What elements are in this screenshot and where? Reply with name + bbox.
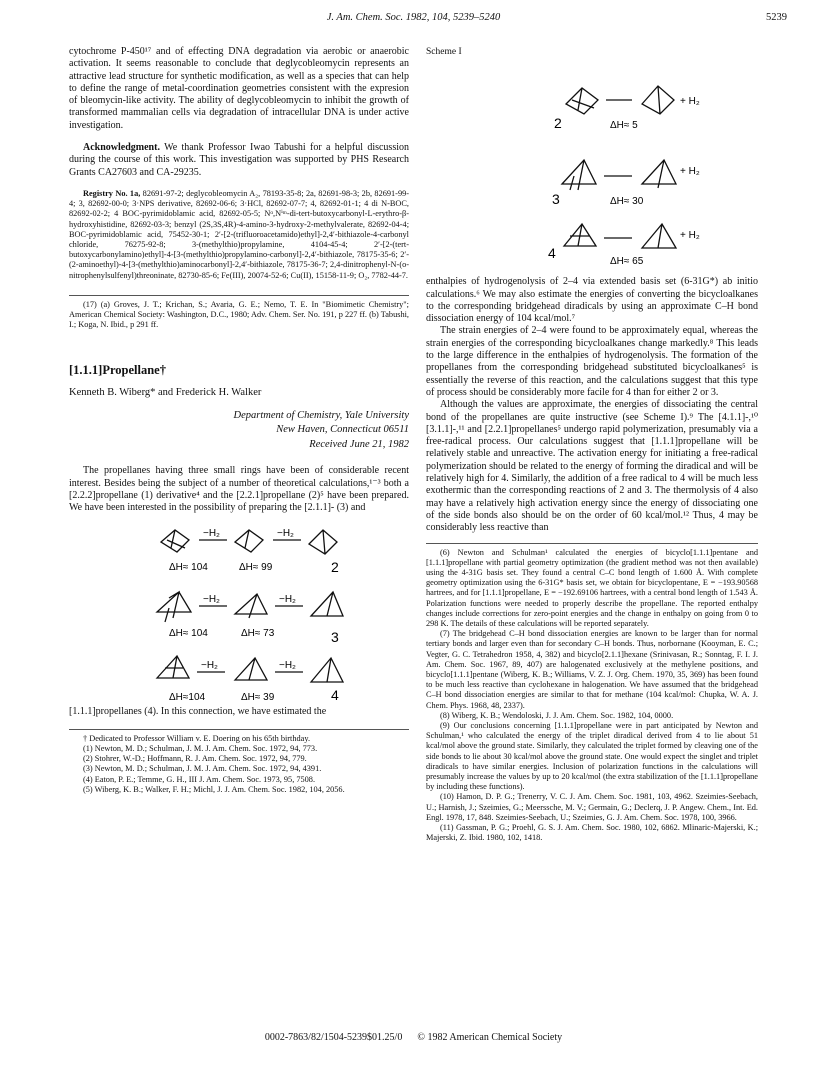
compound-label: 4 (548, 245, 556, 262)
acknowledgment (69, 142, 409, 179)
footnote-dagger: † Dedicated to Professor William v. E. Doering on his 65th birthday. (83, 733, 311, 743)
scheme-step-label: −H₂ (201, 660, 218, 672)
right-paragraph-1: enthalpies of hydrogenolysis of 2–4 via extended basis set (6-31G*) ab initio calculations.⁶ We may also estimate the energies of converting the bicycloalkanes to the corresponding bridgehead diradicals by using an approximate C–H bond dissociation energy of 104 kcal/mol.⁷ (426, 276, 758, 325)
delta-h-value: ΔH≈ 73 (241, 628, 275, 640)
footnote-4: (4) Eaton, P. E.; Temme, G. H., III J. Am. Chem. Soc. 1973, 95, 7508. (83, 774, 316, 784)
scheme-step-label: −H₂ (203, 528, 220, 540)
footnote-rule (69, 729, 409, 730)
page-number: 5239 (766, 12, 787, 23)
affiliation-line-2: New Haven, Connecticut 06511 (276, 424, 409, 435)
delta-h-value: ΔH≈ 104 (169, 562, 208, 574)
footnote-8: (8) Wiberg, K. B.; Wendoloski, J. J. Am. Chem. Soc. 1982, 104, 0000. (440, 710, 674, 720)
received-date: Received June 21, 1982 (309, 439, 409, 450)
compound-label: 3 (552, 191, 560, 208)
plus-h2: + H₂ (680, 230, 700, 242)
page-footer (0, 1032, 827, 1043)
compound-label: 2 (554, 115, 562, 132)
intro-paragraph: cytochrome P-450¹⁷ and of effecting DNA degradation via aerobic or anaerobic activation. It seems reasonable to conclude that deglycobleomycin represents an attractive lead structure for synthetic modification, as well as a species that can help to define the range of metal-coordination geometries consistent with the expresion of bleomycin-like activity. The ability of deglycobleomycin to inhibit the growth of transformed mammalian cells via degradation of intracellular DNA is under active investigation. (69, 46, 409, 131)
right-column (426, 46, 758, 843)
footnote-rule (69, 295, 409, 296)
footnote-6: (6) Newton and Schulman¹ calculated the energies of bicyclo[1.1.1]pentane and [1.1.1]propellane with partial geometry optimization (the gradient method was not then available) using the 4-31G basis set. They found a central C–C bond length of 1.600 Å. With complete geometry optimization using the 6-31G* basis set, we obtain for bicyclopentane, E = −193.90568 hartrees, and for [1.1.1]propellane, E = −192.69106 hartrees, with a central bond length of 1.543 Å. Polarization functions were needed to properly describe the propellane. The reported enthalpy changes include corrections for zero-point energies and the change in enthalpy on going from 0 to 298 K. The details of these calculations will be reported separately. (426, 547, 758, 628)
article-code: 0002-7863/82/1504-5239$01.25/0 (264, 1032, 403, 1043)
plus-h2: + H₂ (680, 166, 700, 178)
body-paragraph-1: The propellanes having three small rings have been of considerable recent interest. Besides being the subject of a number of theoretical calculations,¹⁻³ both a [2.2.2]propellane (1) derivative⁴ and the [2.2.1]propellane (2)⁵ have been prepared. We have been interested in the possibility of preparing the [2.1.1]- (3) and (69, 465, 409, 514)
footnote-5: (5) Wiberg, K. B.; Walker, F. H.; Michl, J. J. Am. Chem. Soc. 1982, 104, 2056. (83, 784, 345, 794)
affiliation-line-1: Department of Chemistry, Yale University (233, 410, 409, 421)
scheme-step-label: −H₂ (203, 594, 220, 606)
scheme-1-row-3 (552, 160, 700, 207)
footnote-rule (426, 543, 758, 544)
hydrogenation-scheme (69, 518, 409, 704)
delta-h-value: ΔH≈ 30 (610, 196, 644, 208)
scheme-row-2 (161, 528, 339, 575)
scheme-step-label: −H₂ (279, 660, 296, 672)
registry-numbers (69, 189, 409, 281)
footnote-1: (1) Newton, M. D.; Schulman, J. M. J. Am. Chem. Soc. 1972, 94, 773. (83, 743, 318, 753)
article-title: [1.1.1]Propellane† (69, 363, 166, 378)
right-paragraph-3: Although the values are approximate, the energies of dissociating the central bond of the propellanes are quite instructive (see Scheme I).⁹ The [4.1.1]-,¹⁰ [3.1.1]-,¹¹ and [2.2.1]propellanes⁵ undergo rapid polymerization, presumably via a free-radical process. Our calculations suggest that [1.1.1]propellane will be relatively stable and unreactive. The activation energy for initiating a free-radical polymerization should be related to the energy of forming the diradical and will be relatively high for 4. Similarly, the addition of a free radical to 4 will be much less exothermic than the corresponding reactions of 2 and 3. The thermolysis of 4 also may have a relatively high activation energy since the energy of dissociating one of the side bonds also should be on the order of 60 kcal/mol.¹² Thus, 4 may be considerably less reactive than (426, 399, 758, 534)
footnote-17: (17) (a) Groves, J. T.; Krichan, S.; Avaria, G. E.; Nemo, T. E. In "Biomimetic Chemistry"; American Chemical Society: Washington, D.C., 1980; Adv. Chem. Ser. No. 191, p 227 ff. (b) Tabushi, I.; Koga, N. Ibid., p 291 ff. (69, 299, 409, 330)
right-paragraph-2: The strain energies of 2–4 were found to be approximately equal, whereas the strain energies of the corresponding bicycloalkanes change markedly.⁸ This leads to the large difference in the enthalpies of hydrogenolysis. The formation of the propellanes from the corresponding bridgehead substituted bicycloalkanes⁵ is essentially the reverse of this reaction, and the calculations suggest that this type of process should be considerably more facile for 4 than for either 2 or 3. (426, 325, 758, 398)
footnotes-left (69, 734, 409, 795)
registry-heading: Registry No. 1a, (83, 188, 141, 198)
left-column (69, 46, 409, 795)
registry-text: 82691-97-2; deglycobleomycin A₂, 78193-35-8; 2a, 82691-98-3; 2b, 82691-99-4; 3, 82692-00-0; 3·NPS derivative, 82692-06-6; 3·HCl, 82692-07-7; 4, 82692-01-1; 4 di N-BOC, 82692-02-2; 4 BOC-pyrimidoblamic acid, 82692-05-5; Nᵅ,Nⁱᵐ-di-tert-butoxycarbonyl-L-erythro-β-hydroxyhistidine, 82692-03-3; benzyl (2S,3S,4R)-4-amino-3-hydroxy-2-methylvalerate, 82692-04-4; BOC-pyrimidoblamic acid, 75452-30-1; 2′-[2-(trifluoroacetamido)ethyl]-2,4′-bithiazole-4-carbonyl chloride, 76275-92-8; 3-(methylthio)propylamine, 4104-45-4; 2′-[2-(tert-butoxycarbonylamino)ethyl]-4-[3-(methylthio)propylamino-carbonyl]-2,4′-bithiazole, 78175-35-6; 2′-(2-aminoethyl)-4-[3-(methylthio)aminocarbonyl]-2,4′-bithiazole, 78175-36-7; 2,4-dinitrophenyl-N-(o-nitrophenylsulfenyl)threoninate, 82730-85-6; Fe(III), 20074-52-6; Cu(II), 15158-11-9; O₂, 7782-44-7. (69, 188, 409, 280)
scheme-row-4 (157, 656, 343, 703)
delta-h-value: ΔH≈ 65 (610, 256, 644, 268)
delta-h-value: ΔH≈ 39 (241, 692, 275, 704)
footnote-10: (10) Hamon, D. P. G.; Trenerry, V. C. J. Am. Chem. Soc. 1981, 103, 4962. Szeimies-Seebach, U.; Harnish, J.; Szeimies, G.; Meerssche, M. V.; Germain, G.; Declerq, J. P. Angew. Chem., Int. Ed. Engl. 1978, 17, 848. Szeimies-Seebach, U.; Szeimies, G. J. Am. Chem. Soc. 1978, 100, 3966. (426, 792, 758, 822)
footnote-7: (7) The bridgehead C–H bond dissociation energies are known to be larger than for normal tertiary bonds and larger even than for secondary C–H bonds. Thus, norbornane (Kooyman, E. C.; Vegter, G. C. Tetrahedron 1958, 4, 382) and bicyclo[2.1.1]hexane (Srinivasan, R.; Sonntag, F. I. J. Am. Chem. Soc. 1967, 89, 407) are halogenated exclusively at the methylene positions, and bicyclo[1.1.1]pentane (Wiberg, K. B.; Williams, V. Z. J. Org. Chem. 1970, 35, 369) has been found to be much less reactive than cyclohexane in halogenation. We have assumed that the bridgehead C–H bond dissociation energies are similar to that for methane (104 kcal/mol: Chupka, W. A. J. Chem. Phys. 1968, 48, 2337). (426, 629, 758, 710)
scheme-step-label: −H₂ (279, 594, 296, 606)
acknowledgment-text: We thank Professor Iwao Tabushi for a helpful discussion during the course of this work. This investigation was supported by PHS Research Grants CA27603 and CA-29235. (69, 142, 409, 178)
compound-label: 2 (331, 559, 339, 576)
delta-h-value: ΔH≈ 104 (169, 628, 208, 640)
scheme-1-row-2 (554, 86, 700, 131)
footnotes-right (426, 548, 758, 844)
delta-h-value: ΔH≈ 99 (239, 562, 273, 574)
article-authors: Kenneth B. Wiberg* and Frederick H. Walker (69, 386, 262, 398)
footnote-3: (3) Newton, M. D.; Schulman, J. M. J. Am. Chem. Soc. 1972, 94, 4391. (83, 764, 322, 774)
scheme-1-row-4 (548, 224, 700, 267)
delta-h-value: ΔH≈ 5 (610, 120, 638, 132)
footnote-11: (11) Gassman, P. G.; Proehl, G. S. J. Am. Chem. Soc. 1980, 102, 6862. Mlinaric-Majerski, K.; Majerski, Z. Ibid. 1980, 102, 1418. (426, 823, 758, 843)
journal-citation: J. Am. Chem. Soc. 1982, 104, 5239–5240 (326, 12, 501, 23)
scheme-row-3 (157, 592, 343, 645)
body-paragraph-2: [1.1.1]propellanes (4). In this connection, we have estimated the (69, 706, 327, 718)
scheme-step-label: −H₂ (277, 528, 294, 540)
footnote-9: (9) Our conclusions concerning [1.1.1]propellane were in part anticipated by Newton and Schulman,¹ who calculated the energy of the triplet diradical derived from 4 to lie about 51 kcal/mol above the ground state. Similarly, they calculated the triplet formed by cleaving one of the side bonds to lie about 30 kcal/mol above the ground state. One would expect the singlet and triplet diradicals to have similar energies. Inclusion of polarization functions in the calculations will presumably increase the values by up to 20 kcal/mol (the extra stabilization of the [1.1.1]propellane by including these functions). (426, 720, 758, 792)
copyright: © 1982 American Chemical Society (417, 1032, 563, 1043)
scheme-title: Scheme I (426, 47, 462, 57)
delta-h-value: ΔH≈104 (169, 692, 206, 704)
running-header (40, 12, 787, 26)
scheme-1 (482, 60, 782, 270)
footnote-2: (2) Stohrer, W.-D.; Hoffmann, R. J. Am. Chem. Soc. 1972, 94, 779. (83, 754, 307, 764)
compound-label: 3 (331, 629, 339, 646)
acknowledgment-heading: Acknowledgment. (83, 142, 160, 154)
plus-h2: + H₂ (680, 96, 700, 108)
compound-label: 4 (331, 687, 339, 704)
